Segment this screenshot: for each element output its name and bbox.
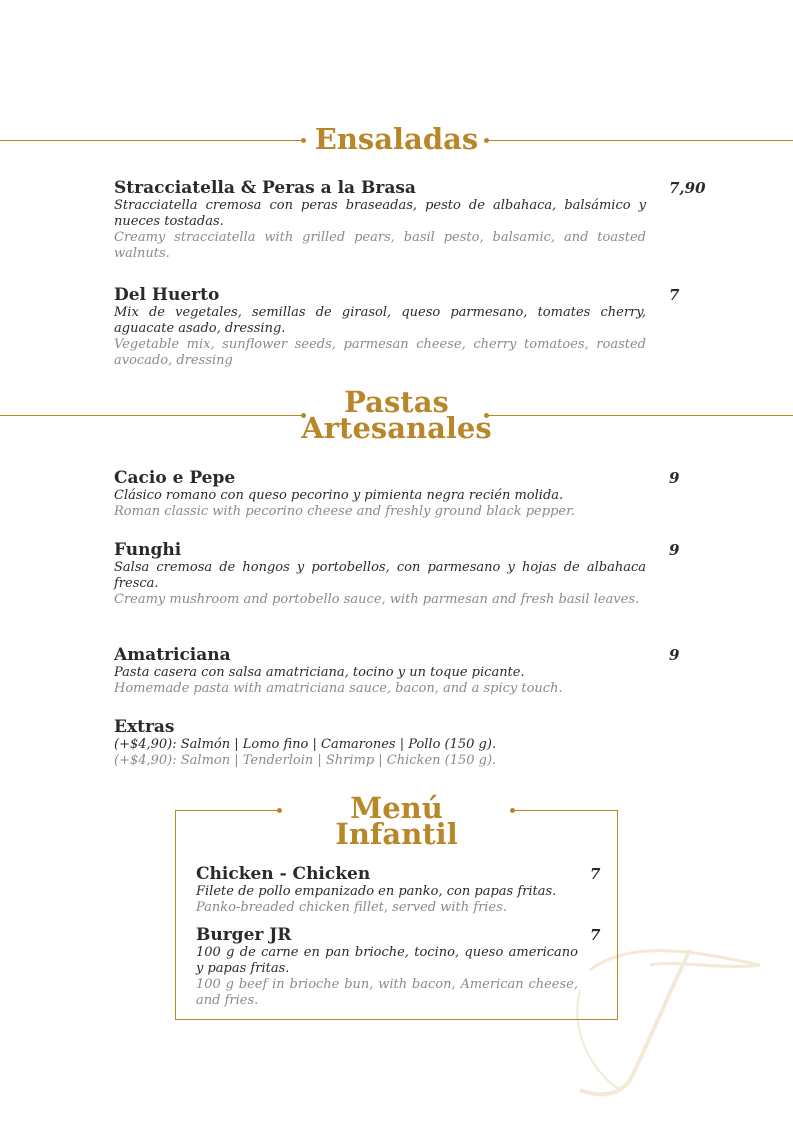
item-name: Amatriciana [114,645,231,665]
item-name: Del Huerto [114,285,220,305]
title-line: Artesanales [301,411,492,445]
menu-item-del-huerto [114,285,646,369]
item-name: Burger JR [196,925,292,945]
menu-item-cacio-e-pepe [114,468,646,520]
item-desc-en: Panko-breaded chicken fillet, served with fries. [196,900,507,915]
title-line: Infantil [335,817,458,851]
ensaladas-header [0,120,793,160]
item-desc-en: Creamy stracciatella with grilled pears, basil pesto, balsamic, and toasted walnuts. [114,230,646,261]
section-title-infantil [0,791,793,851]
item-price: 9 [669,469,680,487]
title-line: Pastas [344,385,449,419]
item-desc-en: (+$4,90): Salmon | Tenderloin | Shrimp | Chicken (150 g). [114,753,497,768]
section-title-ensaladas: Ensaladas [314,122,479,156]
item-price: 7 [590,865,601,883]
item-desc-en: 100 g beef in brioche bun, with bacon, American cheese, and fries. [196,977,578,1008]
item-desc-en: Roman classic with pecorino cheese and freshly ground black pepper. [114,504,576,519]
item-name: Stracciatella & Peras a la Brasa [114,178,416,198]
menu-item-burger-jr [196,925,578,1009]
item-desc-en: Homemade pasta with amatriciana sauce, bacon, and a spicy touch. [114,681,563,696]
item-desc-es: Filete de pollo empanizado en panko, con papas fritas. [196,884,557,899]
item-desc-es: (+$4,90): Salmón | Lomo fino | Camarones | Pollo (150 g). [114,737,497,752]
item-desc-en: Vegetable mix, sunflower seeds, parmesan cheese, cherry tomatoes, roasted avocado, dressing [114,337,646,368]
item-desc-en: Creamy mushroom and portobello sauce, with parmesan and fresh basil leaves. [114,592,640,607]
item-price: 7 [590,926,601,944]
item-desc-es: Stracciatella cremosa con peras braseadas, pesto de albahaca, balsámico y nueces tostadas. [114,198,646,229]
title-line: Menú [350,791,443,825]
menu-item-stracciatella [114,178,646,262]
menu-item-funghi [114,540,646,608]
item-desc-es: Mix de vegetales, semillas de girasol, queso parmesano, tomates cherry, aguacate asado, dressing. [114,305,646,336]
item-price: 7 [669,286,680,304]
menu-item-extras [114,717,646,769]
item-name: Cacio e Pepe [114,468,236,488]
item-price: 9 [669,646,680,664]
item-desc-es: Clásico romano con queso pecorino y pimienta negra recién molida. [114,488,564,503]
pastas-header [0,385,793,448]
menu-item-amatriciana [114,645,646,697]
item-desc-es: Pasta casera con salsa amatriciana, tocino y un toque picante. [114,665,525,680]
item-price: 7,90 [669,179,706,197]
item-desc-es: Salsa cremosa de hongos y portobellos, con parmesano y hojas de albahaca fresca. [114,560,646,591]
section-title-pastas [0,385,793,445]
item-name: Chicken - Chicken [196,864,371,884]
item-name: Extras [114,717,175,737]
item-desc-es: 100 g de carne en pan brioche, tocino, queso americano y papas fritas. [196,945,578,976]
item-price: 9 [669,541,680,559]
item-name: Funghi [114,540,182,560]
menu-item-chicken-chicken [196,864,578,916]
